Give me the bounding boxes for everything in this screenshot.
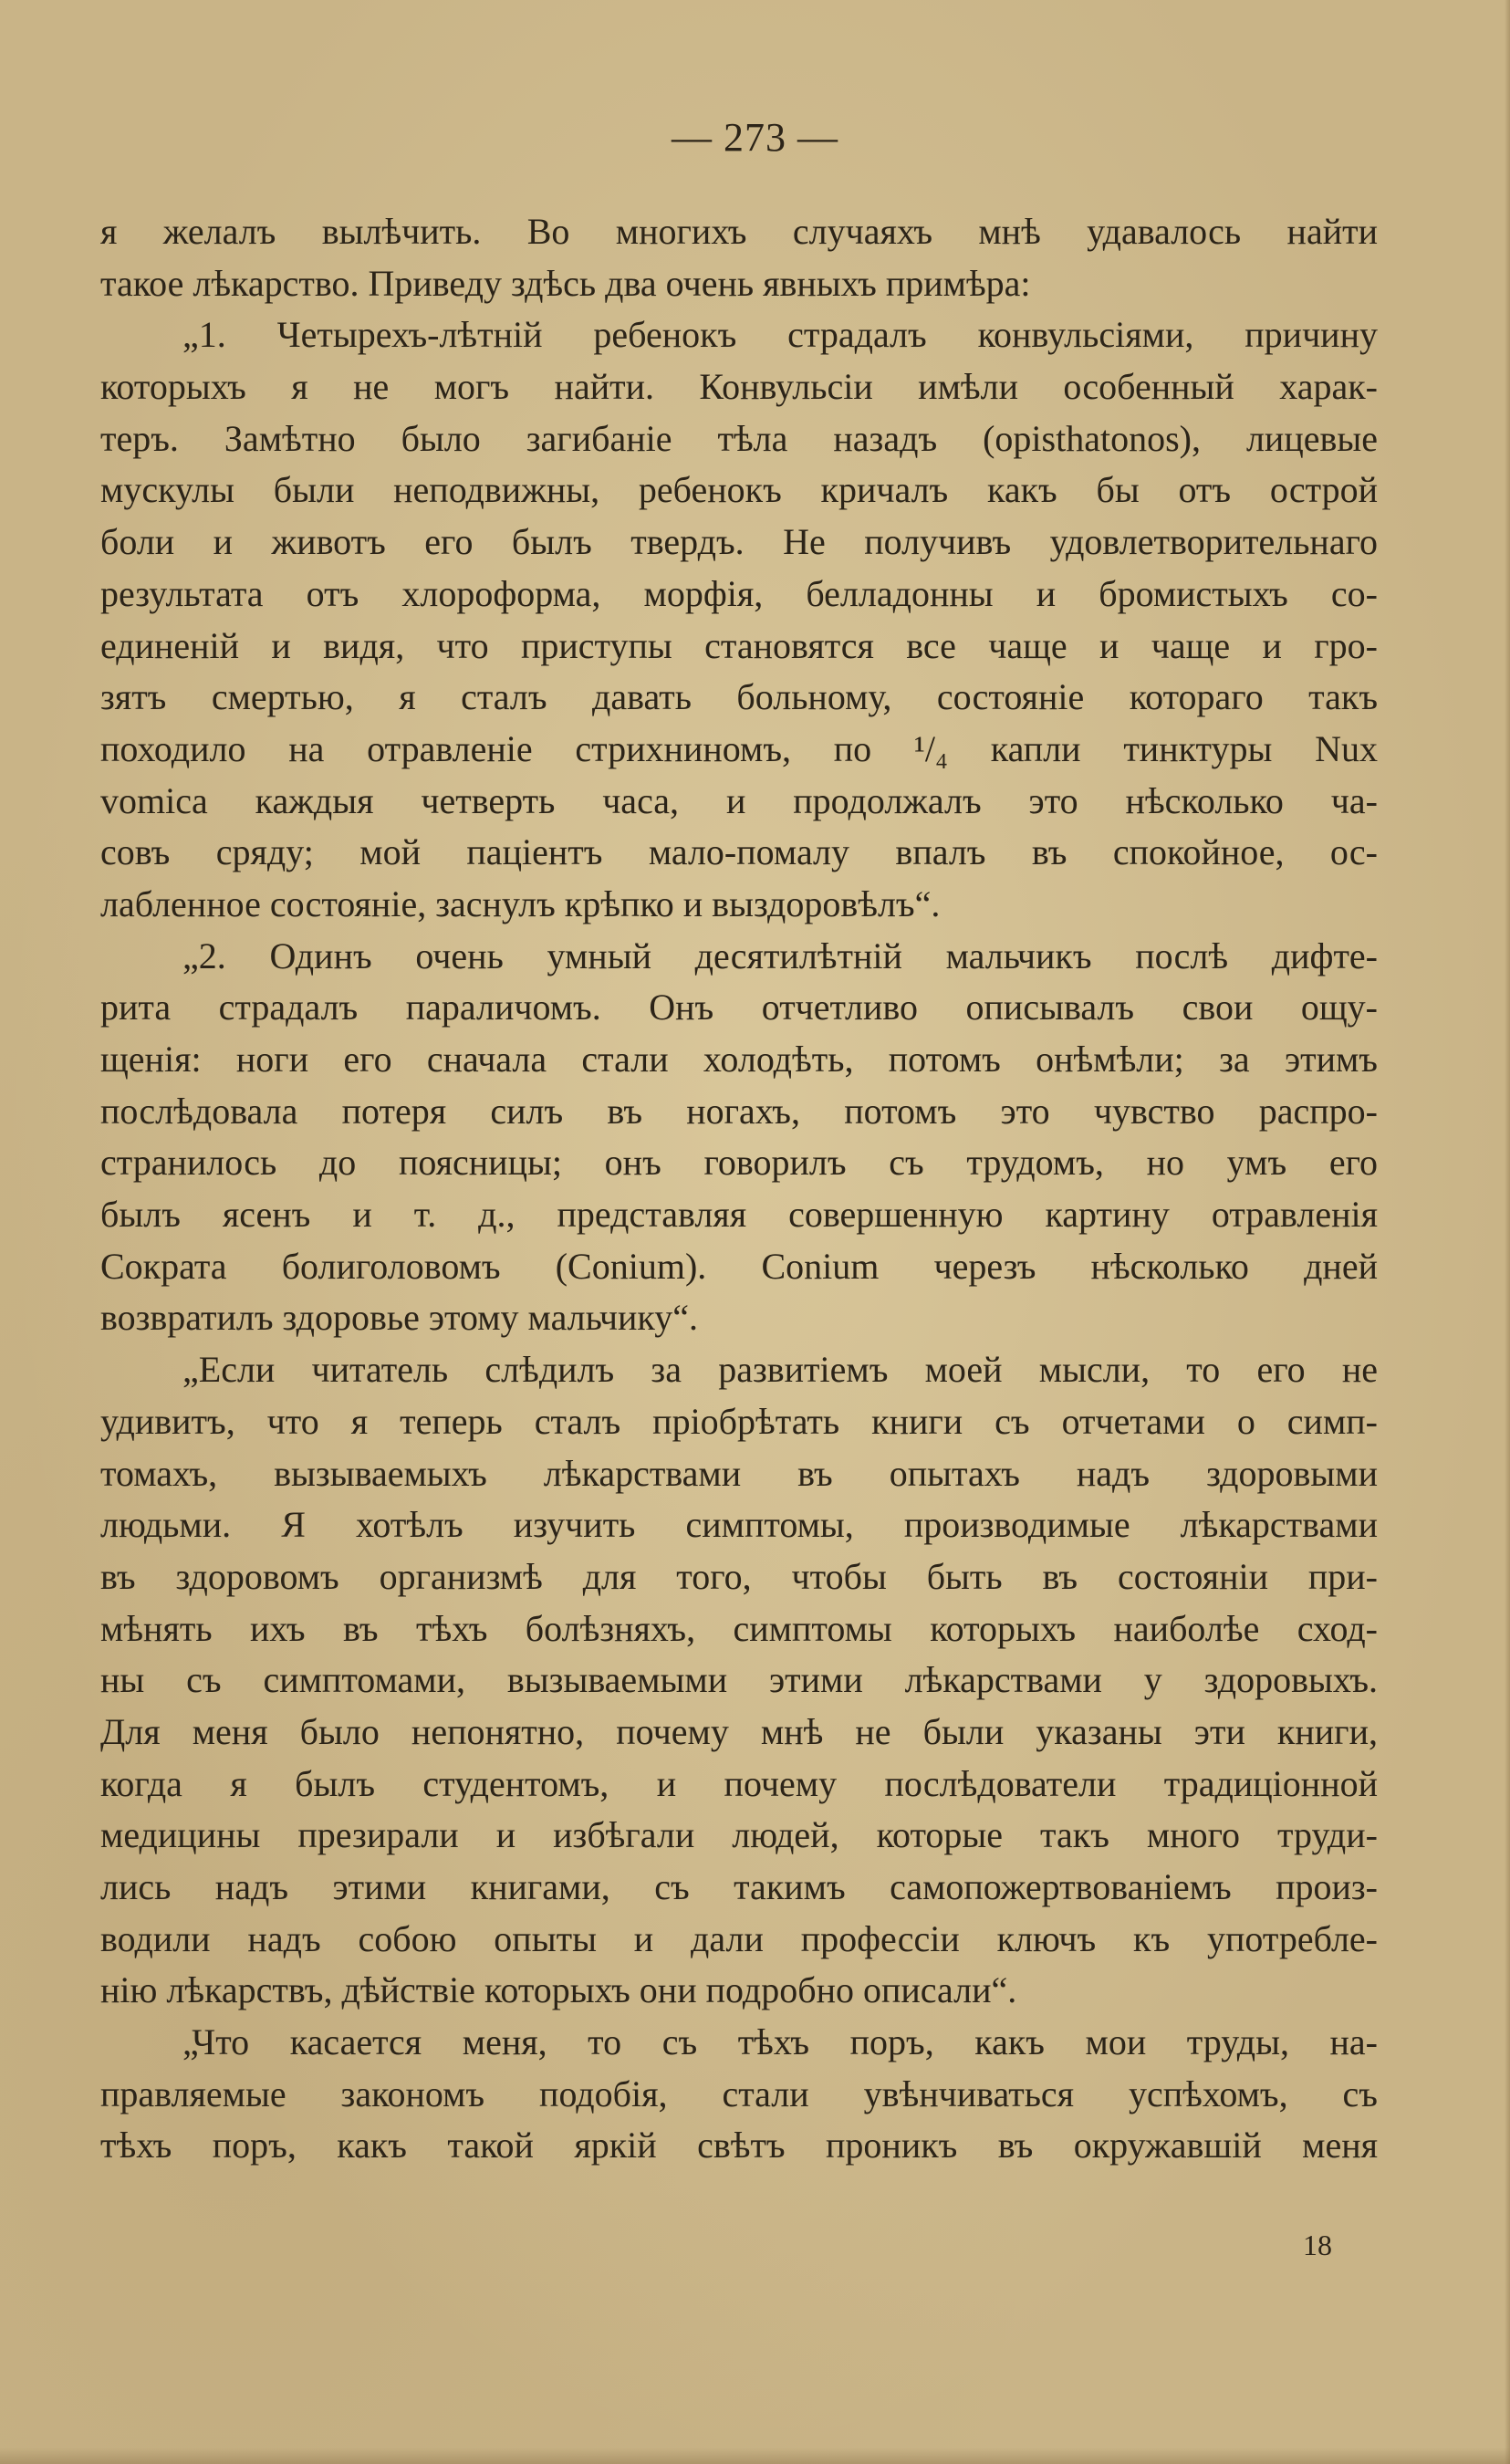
text-line: которыхъ я не могъ найти. Конвульсіи имѣли особенный харак- xyxy=(100,366,1378,408)
text-line: такое лѣкарство. Приведу здѣсь два очень явныхъ примѣра: xyxy=(100,262,1031,304)
text-line: лись надъ этими книгами, съ такимъ самопожертвованіемъ произ- xyxy=(100,1866,1378,1907)
text-line: лабленное состояніе, заснулъ крѣпко и выздоровѣлъ“. xyxy=(100,882,941,924)
text-line: мускулы были неподвижны, ребенокъ кричалъ какъ бы отъ острой xyxy=(100,469,1378,511)
text-line: ны съ симптомами, вызываемыми этими лѣкарствами у здоровыхъ. xyxy=(100,1659,1378,1701)
text-line: медицины презирали и избѣгали людей, которые такъ много труди- xyxy=(100,1814,1378,1856)
text-line: Сократа болиголовомъ (Conium). Conium черезъ нѣсколько дней xyxy=(100,1245,1378,1287)
body-text xyxy=(100,206,1378,2172)
text-line: мѣнять ихъ въ тѣхъ болѣзняхъ, симптомы которыхъ наиболѣе сход- xyxy=(100,1607,1378,1649)
text-line: въ здоровомъ организмѣ для того, чтобы быть въ состояніи при- xyxy=(100,1555,1378,1597)
text-line: послѣдовала потеря силъ въ ногахъ, потомъ это чувство распро- xyxy=(100,1090,1378,1132)
text-line: правляемые закономъ подобія, стали увѣнчиваться успѣхомъ, съ xyxy=(100,2072,1378,2114)
text-line: я желалъ вылѣчить. Во многихъ случаяхъ мнѣ удавалось найти xyxy=(100,211,1378,252)
text-line: теръ. Замѣтно было загибаніе тѣла назадъ (opisthatonos), лицевые xyxy=(100,417,1378,459)
text-line: нію лѣкарствъ, дѣйствіе которыхъ они подробно описали“. xyxy=(100,1969,1017,2011)
text-line: возвратилъ здоровье этому мальчику“. xyxy=(100,1297,698,1339)
text-line: совъ сряду; мой паціентъ мало-помалу впалъ въ спокойное, ос- xyxy=(100,831,1378,873)
text-line: единеній и видя, что приступы становятся все чаще и чаще и гро- xyxy=(100,624,1378,666)
text-line: людьми. Я хотѣлъ изучить симптомы, производимые лѣкарствами xyxy=(100,1504,1378,1546)
page-edge-shadow-right xyxy=(1505,0,1510,2464)
text-line: томахъ, вызываемыхъ лѣкарствами въ опытахъ надъ здоровыми xyxy=(100,1452,1378,1494)
text-line: боли и животъ его былъ твердъ. Не получивъ удовлетворительнаго xyxy=(100,521,1378,563)
text-line: странилось до поясницы; онъ говорилъ съ трудомъ, но умъ его xyxy=(100,1142,1378,1184)
text-line: Для меня было непонятно, почему мнѣ не были указаны эти книги, xyxy=(100,1710,1378,1752)
text-line: „Что касается меня, то съ тѣхъ поръ, какъ мои труды, на- xyxy=(182,2021,1378,2063)
text-line: „1. Четырехъ-лѣтній ребенокъ страдалъ конвульсіями, причину xyxy=(182,314,1378,356)
text-line: когда я былъ студентомъ, и почему послѣдователи традиціонной xyxy=(100,1762,1378,1804)
text-line: зятъ смертью, я сталъ давать больному, состояніе котораго такъ xyxy=(100,676,1378,718)
signature-mark: 18 xyxy=(1303,2229,1332,2261)
text-line: vomica каждыя четверть часа, и продолжалъ это нѣсколько ча- xyxy=(100,779,1378,821)
text-line: былъ ясенъ и т. д., представляя совершенную картину отравленія xyxy=(100,1194,1378,1236)
text-line: тѣхъ поръ, какъ такой яркій свѣтъ проникъ въ окружавшій меня xyxy=(100,2125,1378,2166)
page-number-header: — 273 — xyxy=(672,115,838,160)
text-line: щенія: ноги его сначала стали холодѣть, потомъ онѣмѣли; за этимъ xyxy=(100,1039,1378,1080)
text-line: удивитъ, что я теперь сталъ пріобрѣтать книги съ отчетами о симп- xyxy=(100,1400,1378,1442)
text-line: рита страдалъ параличомъ. Онъ отчетливо описывалъ свои ощу- xyxy=(100,987,1378,1028)
text-line: „Если читатель слѣдилъ за развитіемъ моей мысли, то его не xyxy=(182,1349,1378,1391)
text-line: результата отъ хлороформа, морфія, белладонны и бромистыхъ со- xyxy=(100,572,1378,614)
text-line: водили надъ собою опыты и дали профессіи ключъ къ употребле- xyxy=(100,1917,1378,1959)
text-line: походило на отравленіе стрихниномъ, по ¹/₄ капли тинктуры Nux xyxy=(100,727,1378,769)
text-line: „2. Одинъ очень умный десятилѣтній мальчикъ послѣ дифте- xyxy=(182,934,1378,976)
page-edge-shadow-bottom xyxy=(0,2448,1510,2464)
